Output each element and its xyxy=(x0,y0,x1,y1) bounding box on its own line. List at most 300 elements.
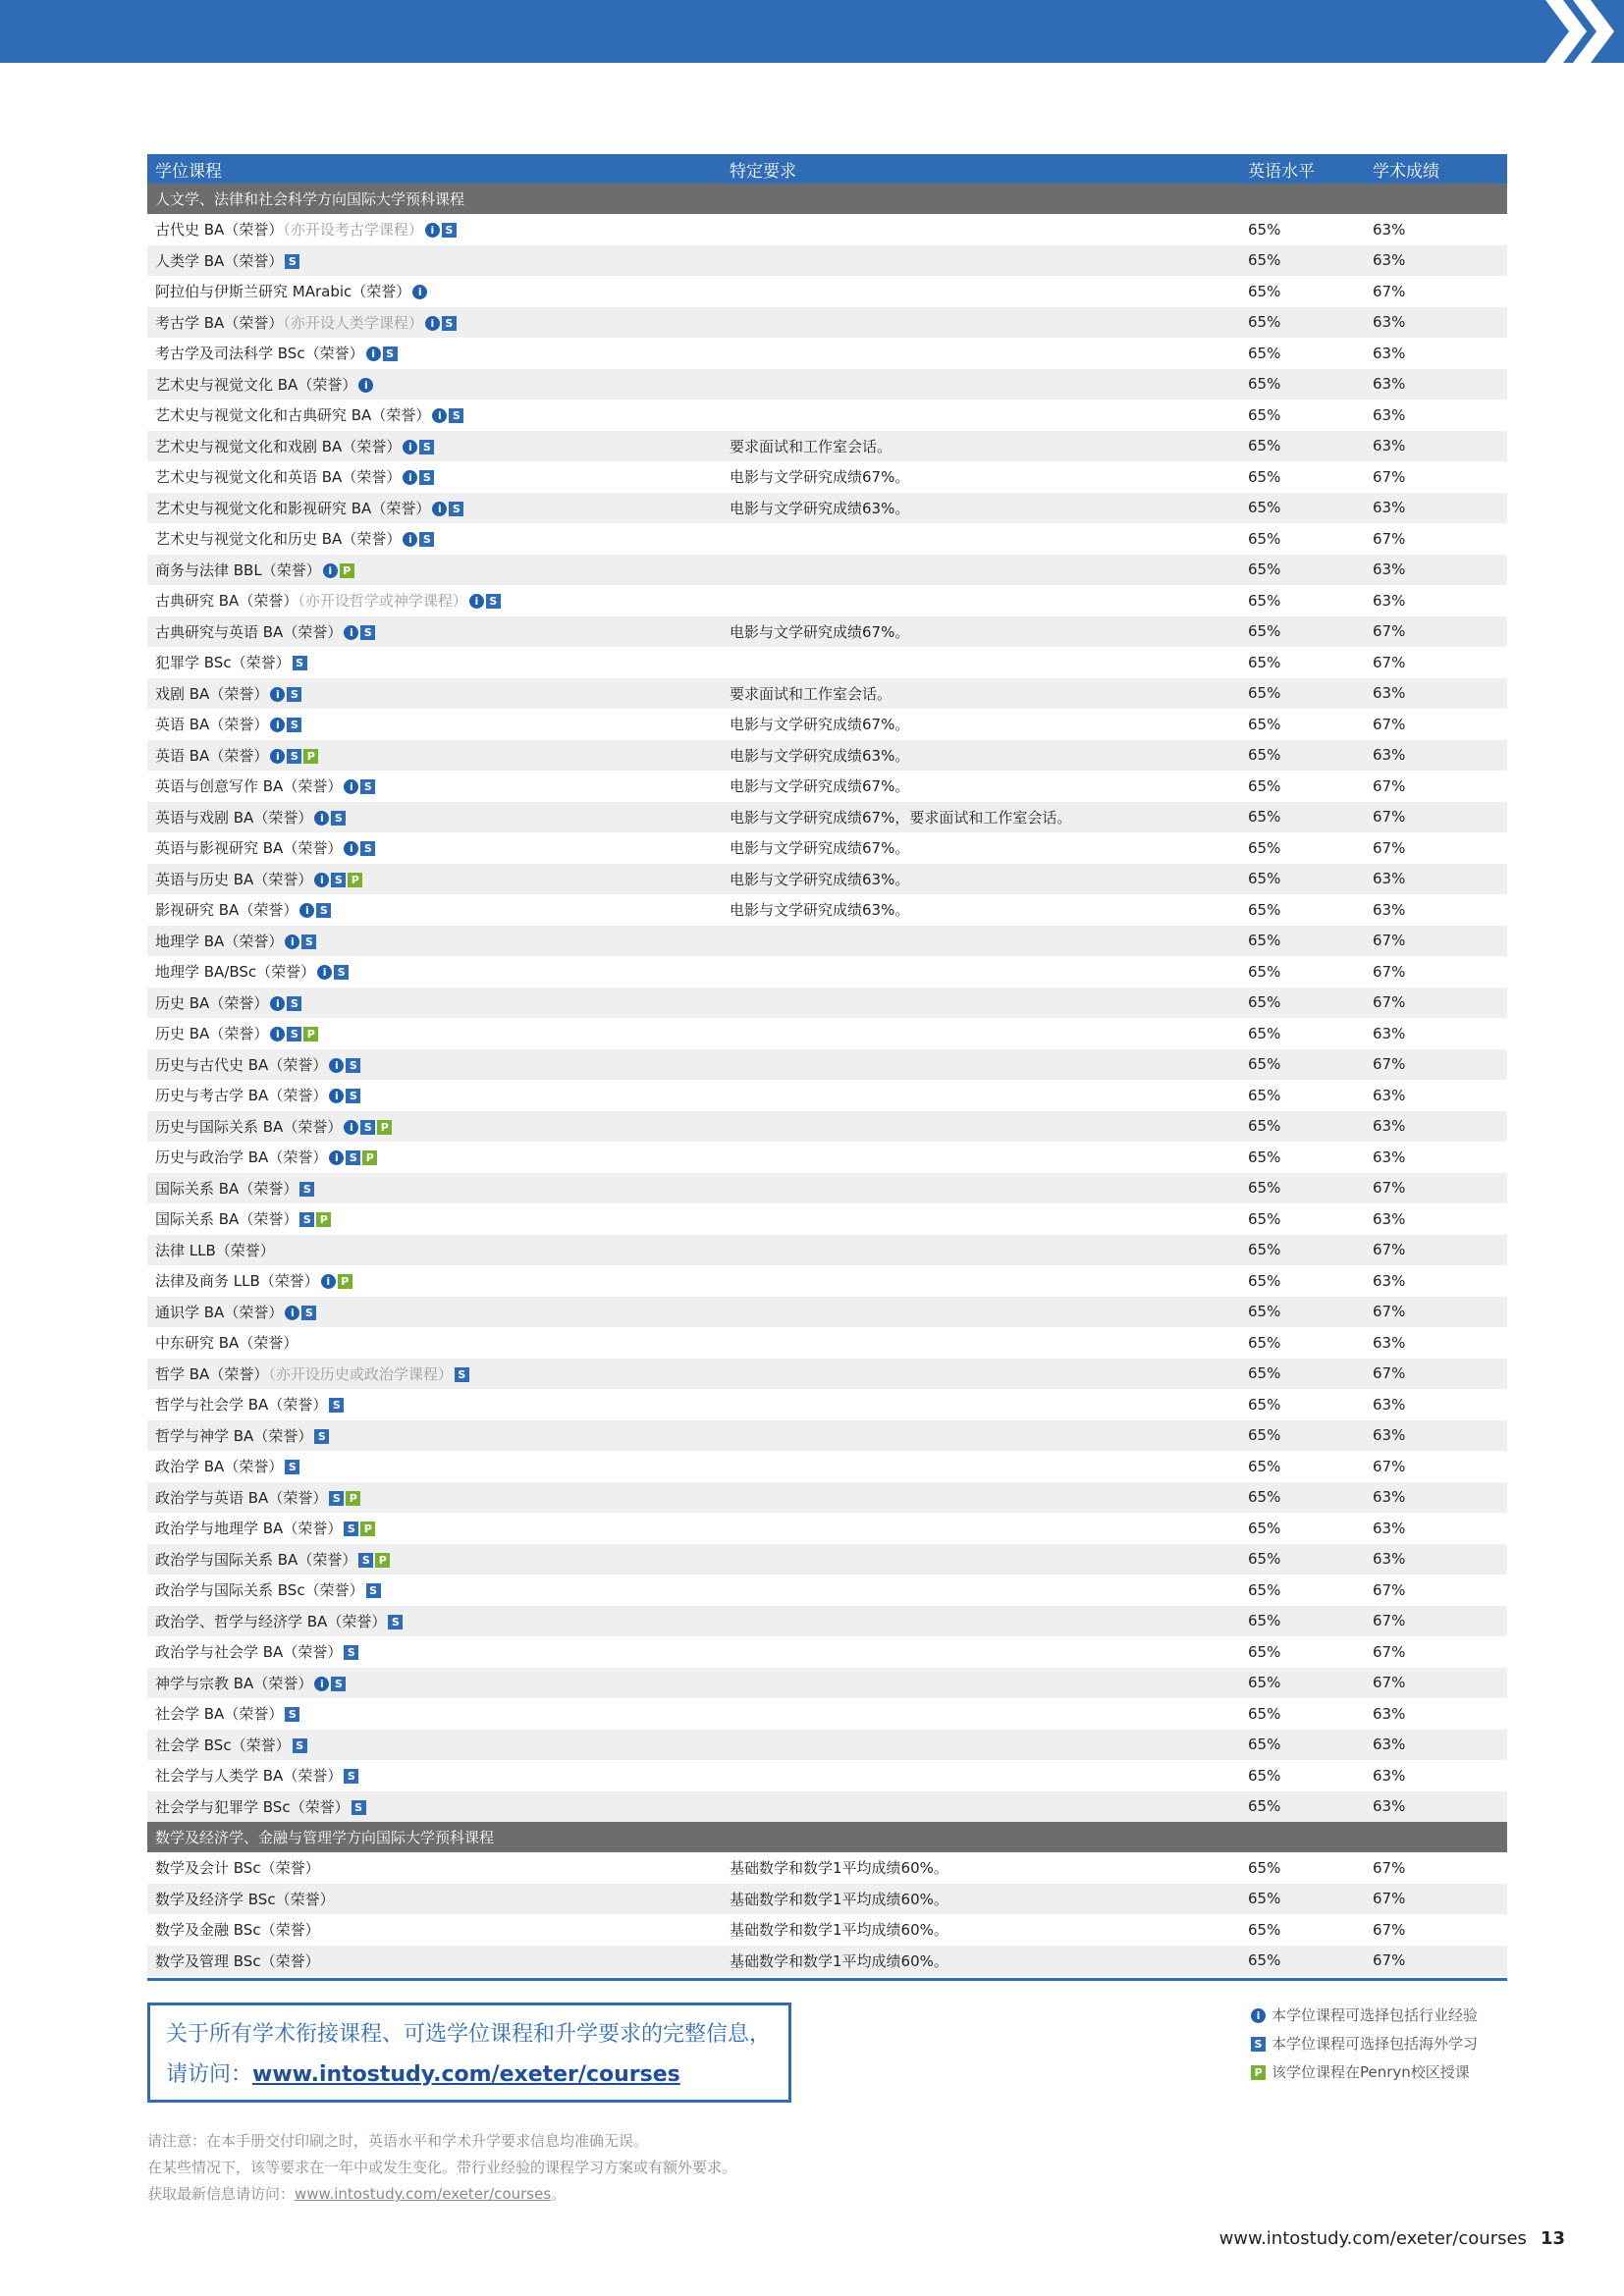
requirement-cell xyxy=(722,1698,1240,1730)
course-cell xyxy=(147,493,722,524)
table-row xyxy=(147,1636,1507,1668)
course-cell xyxy=(147,1636,722,1668)
course-cell xyxy=(147,832,722,864)
requirement-cell: 电影与文学研究成绩63%。 xyxy=(722,493,1240,524)
table-row xyxy=(147,988,1507,1019)
english-level-cell: 65% xyxy=(1240,245,1365,277)
course-name: 历史 BA（荣誉） xyxy=(155,993,269,1012)
penryn-badge-icon: P xyxy=(348,873,362,887)
english-level-cell: 65% xyxy=(1240,276,1365,307)
industry-badge-icon: i xyxy=(323,563,338,578)
table-row xyxy=(147,1606,1507,1637)
requirement-cell xyxy=(722,1513,1240,1544)
requirement-cell xyxy=(722,523,1240,555)
table-row xyxy=(147,647,1507,678)
academic-score-cell: 63% xyxy=(1365,369,1507,400)
course-name: 英语与戏剧 BA（荣誉） xyxy=(155,808,313,827)
course-name: 艺术史与视觉文化 BA（荣誉） xyxy=(155,375,357,394)
course-cell xyxy=(147,214,722,245)
industry-badge-icon: i xyxy=(299,903,314,918)
requirement-cell: 要求面试和工作室会话。 xyxy=(722,678,1240,710)
requirement-cell xyxy=(722,369,1240,400)
footnote-line-3 xyxy=(147,2181,736,2208)
course-cell xyxy=(147,1203,722,1235)
requirement-cell xyxy=(722,1111,1240,1143)
industry-badge-icon: i xyxy=(329,1150,344,1165)
industry-badge-icon: i xyxy=(270,1027,285,1041)
requirement-cell: 电影与文学研究成绩67%。 xyxy=(722,832,1240,864)
english-level-cell: 65% xyxy=(1240,1049,1365,1081)
requirement-cell xyxy=(722,1297,1240,1328)
english-level-cell: 65% xyxy=(1240,461,1365,493)
english-level-cell: 65% xyxy=(1240,1914,1365,1946)
course-cell xyxy=(147,1544,722,1575)
requirement-cell xyxy=(722,214,1240,245)
info-prefix: 请访问： xyxy=(166,2062,253,2087)
course-cell xyxy=(147,1420,722,1452)
course-name: 国际关系 BA（荣誉） xyxy=(155,1179,298,1198)
industry-badge-icon: i xyxy=(314,811,329,826)
course-cell xyxy=(147,709,722,740)
requirement-cell xyxy=(722,307,1240,339)
study-abroad-badge-icon: S xyxy=(360,1120,375,1135)
english-level-cell: 65% xyxy=(1240,1173,1365,1204)
course-cell xyxy=(147,585,722,616)
study-abroad-badge-icon: S xyxy=(383,347,398,361)
table-row xyxy=(147,740,1507,772)
english-level-cell: 65% xyxy=(1240,1636,1365,1668)
penryn-badge-icon: P xyxy=(338,1274,352,1289)
table-row xyxy=(147,369,1507,400)
course-name: 地理学 BA（荣誉） xyxy=(155,932,284,950)
study-abroad-badge-icon: S xyxy=(301,1306,316,1320)
course-name: 哲学与社会学 BA（荣誉） xyxy=(155,1396,328,1415)
study-abroad-badge-icon: S xyxy=(360,779,375,794)
course-name: 历史与考古学 BA（荣誉） xyxy=(155,1087,328,1105)
english-level-cell: 65% xyxy=(1240,307,1365,339)
course-name: 英语与影视研究 BA（荣誉） xyxy=(155,839,343,858)
study-abroad-badge-icon: S xyxy=(346,1089,360,1103)
table-header xyxy=(147,154,1507,184)
study-abroad-badge-icon: S xyxy=(358,1553,373,1568)
english-level-cell: 65% xyxy=(1240,1513,1365,1544)
table-row xyxy=(147,523,1507,555)
english-level-cell: 65% xyxy=(1240,338,1365,369)
requirement-cell: 基础数学和数学1平均成绩60%。 xyxy=(722,1914,1240,1946)
academic-score-cell: 63% xyxy=(1365,585,1507,616)
course-cell xyxy=(147,1327,722,1359)
english-level-cell: 65% xyxy=(1240,555,1365,586)
english-level-cell: 65% xyxy=(1240,740,1365,772)
study-abroad-badge-icon: S xyxy=(334,965,349,980)
course-cell xyxy=(147,1575,722,1606)
requirement-cell: 基础数学和数学1平均成绩60%。 xyxy=(722,1946,1240,1977)
requirement-cell xyxy=(722,1265,1240,1297)
academic-score-cell: 67% xyxy=(1365,523,1507,555)
requirement-cell xyxy=(722,926,1240,957)
course-name: 哲学 BA（荣誉） xyxy=(155,1364,269,1383)
english-level-cell: 65% xyxy=(1240,771,1365,802)
industry-badge-icon: i xyxy=(344,841,358,856)
table-row xyxy=(147,1668,1507,1699)
footnote-url-link[interactable]: www.intostudy.com/exeter/courses xyxy=(295,2185,552,2203)
course-name: 哲学与神学 BA（荣誉） xyxy=(155,1426,313,1445)
course-name: 英语 BA（荣誉） xyxy=(155,746,269,765)
requirement-cell xyxy=(722,1606,1240,1637)
legend-item xyxy=(1249,2061,1478,2090)
section-header-row xyxy=(147,1822,1507,1852)
footer-url[interactable]: www.intostudy.com/exeter/courses xyxy=(1218,2228,1527,2249)
requirement-cell xyxy=(722,1668,1240,1699)
course-cell xyxy=(147,523,722,555)
table-row xyxy=(147,431,1507,462)
table-row xyxy=(147,1359,1507,1390)
industry-badge-icon: i xyxy=(432,408,447,423)
table-row xyxy=(147,771,1507,802)
industry-badge-icon: i xyxy=(403,532,417,547)
english-level-cell: 65% xyxy=(1240,709,1365,740)
course-name: 政治学与地理学 BA（荣誉） xyxy=(155,1520,343,1538)
course-note: （亦开设哲学或神学课程） xyxy=(298,592,467,611)
english-level-cell: 65% xyxy=(1240,1575,1365,1606)
course-name: 艺术史与视觉文化和古典研究 BA（荣誉） xyxy=(155,406,431,425)
academic-score-cell: 63% xyxy=(1365,400,1507,431)
english-level-cell: 65% xyxy=(1240,864,1365,895)
study-abroad-badge-icon: S xyxy=(388,1615,403,1629)
requirement-cell: 电影与文学研究成绩63%。 xyxy=(722,740,1240,772)
penryn-badge-icon: P xyxy=(303,749,318,764)
requirement-cell: 电影与文学研究成绩63%。 xyxy=(722,864,1240,895)
industry-badge-icon: i xyxy=(432,502,447,516)
requirement-cell: 电影与文学研究成绩67%。 xyxy=(722,616,1240,648)
study-abroad-badge-icon: S xyxy=(449,502,463,516)
table-row xyxy=(147,1544,1507,1575)
academic-score-cell: 63% xyxy=(1365,1203,1507,1235)
requirement-cell: 电影与文学研究成绩63%。 xyxy=(722,894,1240,926)
academic-score-cell: 63% xyxy=(1365,1698,1507,1730)
legend-item xyxy=(1249,2033,1478,2061)
course-cell xyxy=(147,988,722,1019)
study-abroad-badge-icon: S xyxy=(287,687,301,702)
info-url-link[interactable]: www.intostudy.com/exeter/courses xyxy=(252,2062,680,2087)
course-name: 通识学 BA（荣誉） xyxy=(155,1303,284,1321)
course-cell xyxy=(147,1451,722,1482)
english-level-cell: 65% xyxy=(1240,369,1365,400)
table-row xyxy=(147,1327,1507,1359)
industry-badge-icon: i xyxy=(329,1058,344,1073)
penryn-badge-icon: P xyxy=(316,1212,331,1227)
table-row xyxy=(147,1142,1507,1173)
course-name: 社会学与犯罪学 BSc（荣誉） xyxy=(155,1797,350,1816)
table-row xyxy=(147,709,1507,740)
legend-item xyxy=(1249,2004,1478,2033)
col-english-header: 英语水平 xyxy=(1240,154,1365,184)
table-row xyxy=(147,678,1507,710)
table-row xyxy=(147,956,1507,988)
study-abroad-badge-icon: S xyxy=(346,1150,360,1165)
english-level-cell: 65% xyxy=(1240,1297,1365,1328)
english-level-cell: 65% xyxy=(1240,988,1365,1019)
legend-text: 本学位课程可选择包括海外学习 xyxy=(1272,2035,1479,2053)
table-row xyxy=(147,1914,1507,1946)
requirement-cell xyxy=(722,338,1240,369)
academic-score-cell: 63% xyxy=(1365,1791,1507,1823)
course-cell xyxy=(147,1730,722,1761)
course-cell xyxy=(147,369,722,400)
english-level-cell: 65% xyxy=(1240,1203,1365,1235)
info-line-2 xyxy=(166,2057,773,2088)
badge-legend xyxy=(1249,2004,1478,2090)
penryn-badge-icon: P xyxy=(377,1120,392,1135)
english-level-cell: 65% xyxy=(1240,1760,1365,1791)
course-cell xyxy=(147,1513,722,1544)
academic-score-cell: 63% xyxy=(1365,214,1507,245)
academic-score-cell: 67% xyxy=(1365,1668,1507,1699)
course-cell xyxy=(147,1235,722,1266)
table-row xyxy=(147,1018,1507,1049)
english-level-cell: 65% xyxy=(1240,1142,1365,1173)
study-abroad-badge-icon: S xyxy=(316,903,331,918)
study-abroad-badge-icon: S xyxy=(360,625,375,640)
course-cell xyxy=(147,307,722,339)
course-cell xyxy=(147,1018,722,1049)
course-cell xyxy=(147,1946,722,1977)
table-row xyxy=(147,214,1507,245)
academic-score-cell: 67% xyxy=(1365,926,1507,957)
course-cell xyxy=(147,276,722,307)
page-number: 13 xyxy=(1540,2228,1565,2249)
penryn-badge-icon: P xyxy=(340,563,354,578)
table-row xyxy=(147,802,1507,833)
industry-badge-icon: i xyxy=(412,285,427,299)
english-level-cell: 65% xyxy=(1240,832,1365,864)
study-abroad-badge-icon: S xyxy=(299,1212,314,1227)
study-abroad-badge-icon: S xyxy=(287,996,301,1011)
industry-badge-icon: i xyxy=(344,779,358,794)
requirement-cell: 基础数学和数学1平均成绩60%。 xyxy=(722,1852,1240,1884)
course-name: 政治学与社会学 BA（荣誉） xyxy=(155,1643,343,1662)
study-abroad-badge-icon: S xyxy=(331,811,346,826)
course-name: 影视研究 BA（荣誉） xyxy=(155,901,298,920)
academic-score-cell: 63% xyxy=(1365,1265,1507,1297)
industry-badge-icon: i xyxy=(270,996,285,1011)
course-name: 国际关系 BA（荣誉） xyxy=(155,1210,298,1229)
english-level-cell: 65% xyxy=(1240,678,1365,710)
requirement-cell xyxy=(722,1791,1240,1823)
course-name: 商务与法律 BBL（荣誉） xyxy=(155,561,321,579)
course-cell xyxy=(147,894,722,926)
study-abroad-badge-icon: S xyxy=(331,873,346,887)
penryn-badge-icon: P xyxy=(303,1027,318,1041)
course-name: 人类学 BA（荣誉） xyxy=(155,251,284,270)
table-row xyxy=(147,1791,1507,1823)
course-name: 数学及经济学 BSc（荣誉） xyxy=(155,1890,335,1908)
course-cell xyxy=(147,1359,722,1390)
english-level-cell: 65% xyxy=(1240,400,1365,431)
academic-score-cell: 67% xyxy=(1365,1173,1507,1204)
table-row xyxy=(147,1049,1507,1081)
study-abroad-badge-icon: S xyxy=(442,316,457,331)
requirement-cell: 要求面试和工作室会话。 xyxy=(722,431,1240,462)
course-cell xyxy=(147,1852,722,1884)
table-row xyxy=(147,1297,1507,1328)
english-level-cell: 65% xyxy=(1240,1451,1365,1482)
requirement-cell xyxy=(722,1730,1240,1761)
requirement-cell xyxy=(722,647,1240,678)
english-level-cell: 65% xyxy=(1240,1946,1365,1977)
requirement-cell: 电影与文学研究成绩67%。 xyxy=(722,461,1240,493)
table-row xyxy=(147,1946,1507,1977)
academic-score-cell: 67% xyxy=(1365,616,1507,648)
table-row xyxy=(147,585,1507,616)
study-abroad-badge-icon: S xyxy=(449,408,463,423)
study-abroad-badge-icon: S xyxy=(344,1645,358,1660)
course-cell xyxy=(147,1049,722,1081)
english-level-cell: 65% xyxy=(1240,1544,1365,1575)
table-row xyxy=(147,1265,1507,1297)
academic-score-cell: 67% xyxy=(1365,709,1507,740)
study-abroad-badge-icon: S xyxy=(329,1398,344,1413)
course-cell xyxy=(147,647,722,678)
study-abroad-badge-icon: S xyxy=(352,1800,366,1815)
english-level-cell: 65% xyxy=(1240,1327,1365,1359)
english-level-cell: 65% xyxy=(1240,1606,1365,1637)
requirement-cell xyxy=(722,1359,1240,1390)
course-name: 数学及管理 BSc（荣誉） xyxy=(155,1951,320,1970)
table-row xyxy=(147,1760,1507,1791)
course-name: 艺术史与视觉文化和影视研究 BA（荣誉） xyxy=(155,499,431,517)
course-name: 中东研究 BA（荣誉） xyxy=(155,1334,298,1353)
study-abroad-badge-icon: S xyxy=(360,841,375,856)
industry-badge-icon: i xyxy=(285,934,299,949)
english-level-cell: 65% xyxy=(1240,1080,1365,1111)
course-cell xyxy=(147,1173,722,1204)
course-name: 地理学 BA/BSc（荣誉） xyxy=(155,963,316,982)
course-cell xyxy=(147,771,722,802)
study-abroad-badge-icon: S xyxy=(314,1429,329,1444)
academic-score-cell: 63% xyxy=(1365,1080,1507,1111)
study-abroad-badge-icon: S xyxy=(455,1367,469,1382)
course-name: 古典研究 BA（荣誉） xyxy=(155,592,298,611)
academic-score-cell: 63% xyxy=(1365,894,1507,926)
penryn-badge-icon: P xyxy=(346,1491,360,1506)
academic-score-cell: 63% xyxy=(1365,493,1507,524)
course-cell xyxy=(147,926,722,957)
course-cell xyxy=(147,864,722,895)
requirement-cell xyxy=(722,555,1240,586)
academic-score-cell: 67% xyxy=(1365,276,1507,307)
academic-score-cell: 67% xyxy=(1365,1575,1507,1606)
course-name: 政治学与国际关系 BSc（荣誉） xyxy=(155,1581,364,1600)
requirement-cell: 电影与文学研究成绩67%。 xyxy=(722,771,1240,802)
study-abroad-badge-icon: S xyxy=(344,1769,358,1784)
course-name: 英语与历史 BA（荣誉） xyxy=(155,870,313,888)
course-name: 考古学及司法科学 BSc（荣誉） xyxy=(155,345,364,363)
course-cell xyxy=(147,400,722,431)
study-abroad-badge-icon: S xyxy=(293,1738,307,1753)
requirement-cell xyxy=(722,1173,1240,1204)
table-row xyxy=(147,926,1507,957)
table-row xyxy=(147,1080,1507,1111)
course-name: 古典研究与英语 BA（荣誉） xyxy=(155,622,343,641)
course-name: 艺术史与视觉文化和历史 BA（荣誉） xyxy=(155,530,402,549)
course-cell xyxy=(147,1606,722,1637)
table-row xyxy=(147,1513,1507,1544)
penryn-badge-icon: P xyxy=(362,1150,377,1165)
academic-score-cell: 67% xyxy=(1365,1606,1507,1637)
industry-badge-icon: i xyxy=(366,347,381,361)
english-level-cell: 65% xyxy=(1240,1730,1365,1761)
table-row xyxy=(147,1482,1507,1514)
industry-badge-icon: i xyxy=(344,625,358,640)
course-name: 英语 BA（荣誉） xyxy=(155,716,269,734)
table-row xyxy=(147,555,1507,586)
table-row xyxy=(147,832,1507,864)
english-level-cell: 65% xyxy=(1240,616,1365,648)
course-name: 古代史 BA（荣誉） xyxy=(155,221,284,240)
footnote-line-1: 请注意：在本手册交付印刷之时，英语水平和学术升学要求信息均准确无误。 xyxy=(147,2132,649,2150)
english-level-cell: 65% xyxy=(1240,585,1365,616)
industry-badge-icon: i xyxy=(314,873,329,887)
course-cell xyxy=(147,802,722,833)
english-level-cell: 65% xyxy=(1240,493,1365,524)
table-row xyxy=(147,1852,1507,1884)
academic-score-cell: 67% xyxy=(1365,461,1507,493)
table-row xyxy=(147,400,1507,431)
course-cell xyxy=(147,431,722,462)
academic-score-cell: 63% xyxy=(1365,431,1507,462)
study-abroad-badge-icon: S xyxy=(346,1058,360,1073)
requirement-cell xyxy=(722,1482,1240,1514)
industry-badge-icon: i xyxy=(344,1120,358,1135)
industry-badge-icon: i xyxy=(270,718,285,732)
table-row xyxy=(147,894,1507,926)
study-abroad-badge-icon: S xyxy=(285,1707,299,1722)
table-row xyxy=(147,1111,1507,1143)
academic-score-cell: 63% xyxy=(1365,245,1507,277)
study-abroad-badge-icon: S xyxy=(285,1460,299,1474)
course-cell xyxy=(147,1698,722,1730)
industry-badge-icon: i xyxy=(403,440,417,454)
course-cell xyxy=(147,245,722,277)
course-name: 政治学 BA（荣誉） xyxy=(155,1458,284,1476)
col-academic-header: 学术成绩 xyxy=(1365,154,1507,184)
english-level-cell: 65% xyxy=(1240,926,1365,957)
col-requirement-header: 特定要求 xyxy=(722,154,1240,184)
academic-score-cell: 63% xyxy=(1365,678,1507,710)
study-abroad-badge-icon: S xyxy=(366,1583,381,1598)
english-level-cell: 65% xyxy=(1240,1482,1365,1514)
penryn-badge-icon: P xyxy=(360,1522,375,1536)
academic-score-cell: 67% xyxy=(1365,832,1507,864)
academic-score-cell: 67% xyxy=(1365,1852,1507,1884)
table-row xyxy=(147,1203,1507,1235)
requirement-cell xyxy=(722,1327,1240,1359)
requirement-cell xyxy=(722,1235,1240,1266)
industry-badge-icon: i xyxy=(321,1274,336,1289)
requirement-cell xyxy=(722,1049,1240,1081)
academic-score-cell: 67% xyxy=(1365,1451,1507,1482)
course-name: 数学及会计 BSc（荣誉） xyxy=(155,1859,320,1878)
academic-score-cell: 67% xyxy=(1365,1946,1507,1977)
course-cell xyxy=(147,1265,722,1297)
table-row xyxy=(147,461,1507,493)
table-row xyxy=(147,616,1507,648)
table-row xyxy=(147,1173,1507,1204)
course-name: 历史与国际关系 BA（荣誉） xyxy=(155,1117,343,1136)
course-cell xyxy=(147,1297,722,1328)
study-abroad-badge-icon: S xyxy=(287,749,301,764)
